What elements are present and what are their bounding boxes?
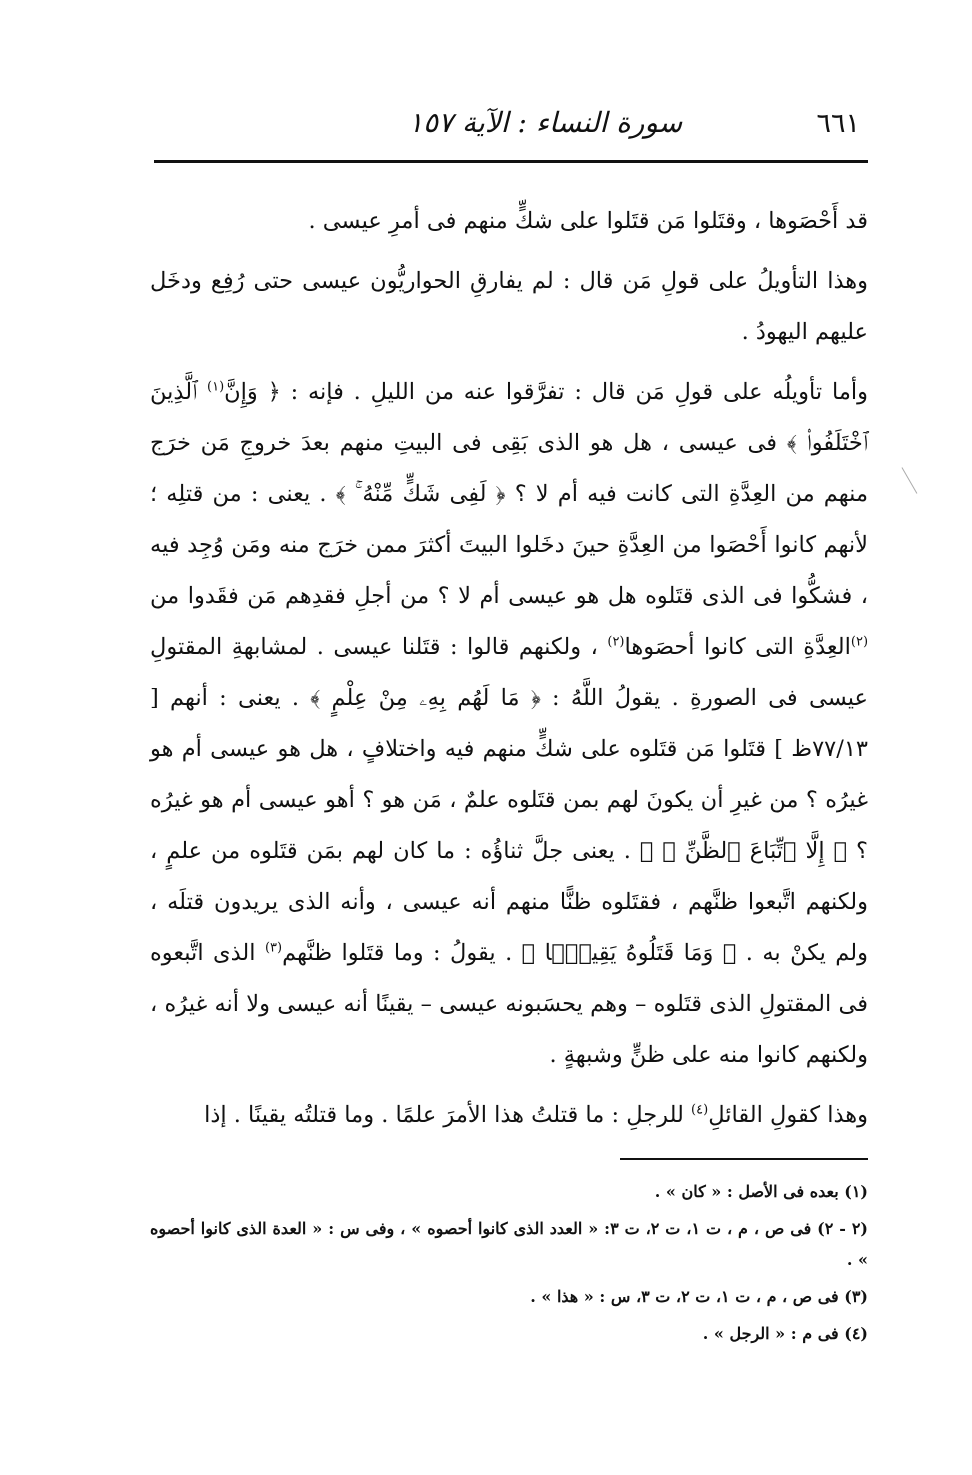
main-text bbox=[150, 196, 868, 1150]
footnote-ref-2-open: (٢) bbox=[850, 634, 869, 650]
page-header bbox=[158, 104, 864, 152]
footnote-ref-1: (١) bbox=[207, 379, 225, 395]
footnote-4: (٤) فى م : « الرجل » . bbox=[702, 1324, 868, 1343]
header-rule bbox=[154, 160, 868, 163]
paragraph-3 bbox=[150, 367, 868, 1081]
paragraph-4 bbox=[150, 1090, 868, 1141]
footnote-ref-2-close: (٢) bbox=[607, 634, 625, 650]
footnote-ref-4: (٤) bbox=[691, 1102, 709, 1118]
footnote-1: (١) بعده فى الأصل : « كان » . bbox=[654, 1182, 868, 1201]
footnote-ref-3: (٣) bbox=[264, 940, 283, 956]
paragraph-3-part-e: الذى اتَّبعوه فى المقتولِ الذى قتَلوه – وهم يحسَبونه عيسى – يقينًا أنه عيسى ولا أنه غيرُه ، ولكنهم كانوا منه على ظنٍّ وشبهةٍ . bbox=[150, 940, 868, 1068]
paragraph-3-part-c: العِدَّةِ التى كانوا أحصَوها bbox=[624, 634, 851, 660]
paragraph-4-part-a: وهذا كقولِ القائلِ bbox=[708, 1102, 868, 1128]
paragraph-1: قد أَحْصَوها ، وقتَلوا مَن قتَلوا على شكٍّ منهم فى أمرِ عيسى . bbox=[308, 208, 868, 234]
footnote-rule bbox=[620, 1158, 868, 1160]
page-number: ٦٦١ bbox=[816, 108, 860, 139]
paragraph-2: وهذا التأويلُ على قولِ مَن قال : لم يفارقِ الحواريُّون عيسى حتى رُفِع ودخَل عليهم اليهودُ . bbox=[150, 268, 868, 345]
footnote-3: (٣) فى ص ، م ، ت ١، ت ٢، ت ٣، س : « هذا » . bbox=[530, 1287, 868, 1306]
footnotes bbox=[150, 1176, 868, 1355]
paragraph-3-part-d: ، ولكنهم قالوا : قتَلنا عيسى . لمشابهةِ المقتولِ عيسى فى الصورةِ . يقولُ اللَّهُ : ﴿ مَا لَهُم بِهِۦ مِنْ عِلْمٍ ﴾ . يعنى : أنهم [ ٧٧/١٣ظ ] قتَلوا مَن قتَلوه على شكٍّ منهم فيه واختلافٍ ، هل هو عيسى أم هو غيرُه ؟ من غيرِ أن يكونَ لهم بمن قتَلوه علمٌ ، مَن هو ؟ أهو عيسى أم هو غيرُه ؟ ﴿ إِلَّا ٱتِّبَاعَ ٱلظَّنِّ ۚ ﴾ . يعنى جلَّ ثناؤُه : ما كان لهم بمَن قتَلوه من علمٍ ، ولكنهم اتَّبعوا ظنَّهم ، فقتَلوه ظنًّا منهم أنه عيسى ، وأنه الذى يريدون قتلَه ، ولم يكنْ به . ﴿ وَمَا قَتَلُوهُ يَقِينًۢا ﴾ . يقولُ : وما قتَلوا ظنَّهم bbox=[150, 634, 868, 966]
paragraph-3-part-a: وأما تأويلُه على قولِ مَن قال : تفرَّقوا عنه من الليلِ . فإنه : ﴿ وَإِنَّ bbox=[224, 379, 868, 405]
footnote-2: (٢ - ٢) فى ص ، م ، ت ١، ت ٢، ت ٣: « العدد الذى كانوا أحصوه » ، وفى س : « العدة الذى كانوا أحصوه » . bbox=[150, 1219, 868, 1269]
running-head: سورة النساء : الآية ١٥٧ bbox=[408, 106, 683, 139]
scan-mark bbox=[902, 460, 930, 493]
paragraph-3-part-b: ٱلَّذِينَ ٱخْتَلَفُوا۟ ﴾ فى عيسى ، هل هو الذى بَقِى فى البيتِ منهم بعدَ خروجِ مَن خرَج منهم من العِدَّةِ التى كانت فيه أم لا ؟ ﴿ لَفِى شَكٍّ مِّنْهُ ۚ ﴾ . يعنى : من قتلِه ؛ لأنهم كانوا أَحْصَوا من العِدَّةِ حينَ دخَلوا البيتَ أكثرَ ممن خرَج منه ومَن وُجِد فيه ، فشكُّوا فى الذى قتَلوه هل هو عيسى أم لا ؟ من أجلِ فقدِهم مَن فقَدوا من bbox=[150, 379, 868, 609]
paragraph-4-part-b: للرجلِ : ما قتلتُ هذا الأمرَ علمًا . وما قتلتُه يقينًا . إذا bbox=[204, 1102, 684, 1128]
